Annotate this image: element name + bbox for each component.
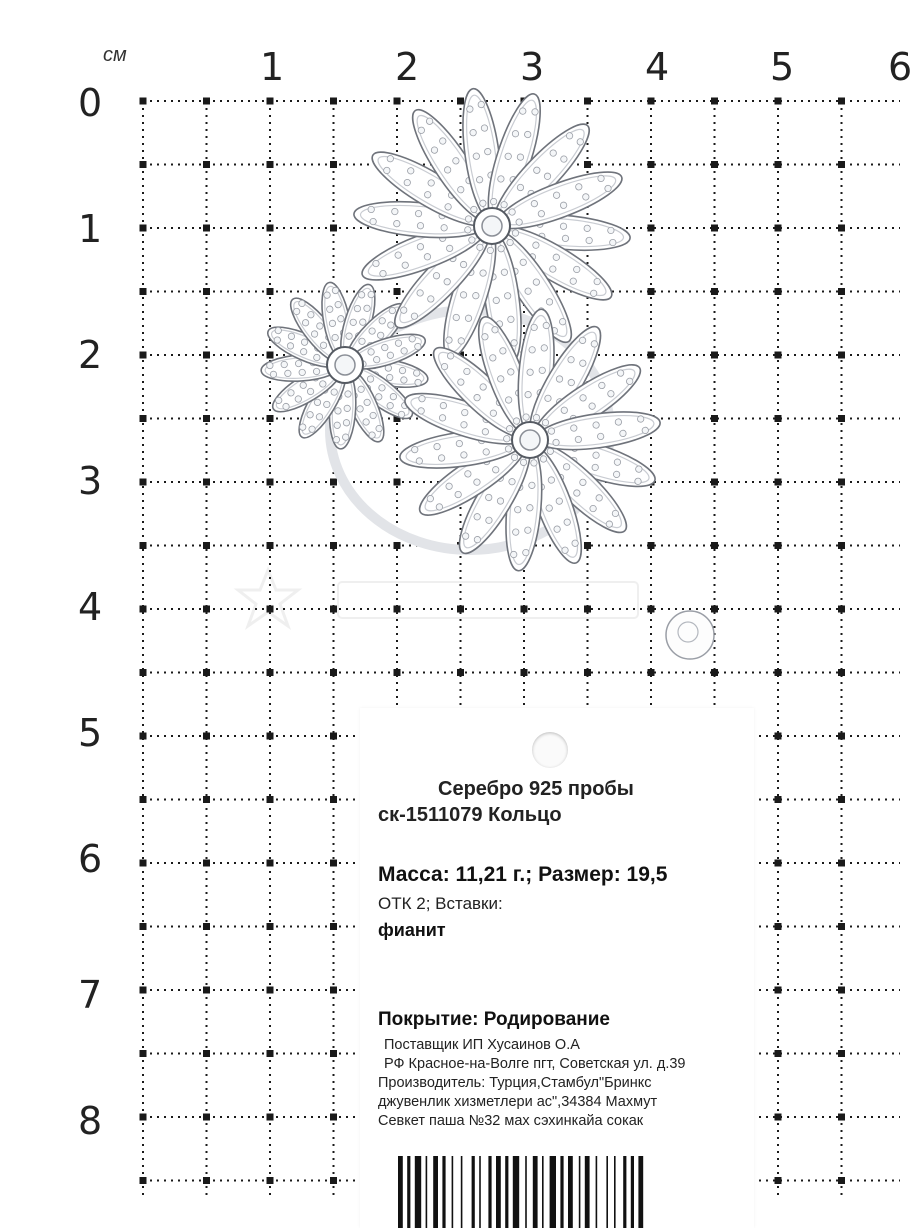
grid-marker: [584, 669, 591, 676]
grid-marker: [203, 606, 210, 613]
grid-marker: [838, 1114, 845, 1121]
barcode-bar: [452, 1156, 454, 1228]
grid-marker: [775, 161, 782, 168]
grid-marker: [267, 352, 274, 359]
barcode-bar: [525, 1156, 527, 1228]
grid-marker: [330, 1050, 337, 1057]
grid-marker: [267, 161, 274, 168]
grid-marker: [838, 923, 845, 930]
grid-marker: [330, 542, 337, 549]
grid-marker: [584, 161, 591, 168]
barcode-bar: [398, 1156, 403, 1228]
grid-marker: [330, 923, 337, 930]
grid-marker: [838, 1177, 845, 1184]
tag-mass-size-line: Масса: 11,21 г.; Размер: 19,5: [378, 863, 668, 886]
ruler-y-tick-4: 4: [78, 585, 103, 629]
tag-supplier-line-2: РФ Красное-на-Волге пгт, Советская ул. д.39: [384, 1056, 686, 1072]
grid-marker: [140, 796, 147, 803]
grid-marker: [140, 479, 147, 486]
grid-marker: [203, 987, 210, 994]
tag-insert-line: фианит: [378, 920, 446, 940]
grid-marker: [711, 415, 718, 422]
barcode-bar: [426, 1156, 428, 1228]
grid-marker: [775, 479, 782, 486]
grid-marker: [711, 98, 718, 105]
grid-marker: [330, 1114, 337, 1121]
grid-marker: [648, 161, 655, 168]
grid-marker: [203, 923, 210, 930]
barcode-bar: [505, 1156, 508, 1228]
grid-marker: [203, 1177, 210, 1184]
grid-marker: [140, 987, 147, 994]
ruler-y-tick-1: 1: [78, 207, 103, 251]
grid-marker: [394, 288, 401, 295]
barcode-bar: [638, 1156, 643, 1228]
grid-marker: [775, 606, 782, 613]
grid-marker: [330, 161, 337, 168]
grid-marker: [140, 352, 147, 359]
grid-marker: [267, 1177, 274, 1184]
grid-marker: [140, 733, 147, 740]
grid-marker: [775, 352, 782, 359]
grid-marker: [838, 415, 845, 422]
grid-marker: [394, 669, 401, 676]
grid-marker: [203, 161, 210, 168]
grid-marker: [330, 98, 337, 105]
grid-marker: [711, 542, 718, 549]
loose-stone: [666, 611, 714, 659]
grid-marker: [838, 288, 845, 295]
grid-marker: [203, 860, 210, 867]
grid-marker: [648, 542, 655, 549]
grid-marker: [775, 796, 782, 803]
tag-supplier-line-1: Поставщик ИП Хусаинов О.А: [384, 1037, 580, 1053]
barcode-bar: [542, 1156, 544, 1228]
grid-marker: [838, 161, 845, 168]
grid-marker: [394, 98, 401, 105]
barcode-bar: [472, 1156, 475, 1228]
grid-marker: [203, 733, 210, 740]
grid-marker: [838, 1050, 845, 1057]
grid-marker: [267, 542, 274, 549]
ruler-y-tick-8: 8: [78, 1099, 103, 1143]
grid-marker: [775, 225, 782, 232]
grid-marker: [140, 415, 147, 422]
grid-marker: [838, 796, 845, 803]
barcode-bar: [631, 1156, 634, 1228]
grid-marker: [775, 733, 782, 740]
grid-marker: [203, 415, 210, 422]
grid-marker: [648, 225, 655, 232]
tag-metal-line: Серебро 925 пробы: [438, 778, 634, 800]
barcode-bar: [496, 1156, 501, 1228]
ruler-y-tick-0: 0: [78, 81, 103, 125]
barcode-bar: [433, 1156, 438, 1228]
grid-marker: [330, 479, 337, 486]
grid-marker: [838, 479, 845, 486]
grid-marker: [330, 225, 337, 232]
grid-marker: [267, 415, 274, 422]
grid-marker: [711, 225, 718, 232]
grid-marker: [330, 796, 337, 803]
grid-marker: [203, 98, 210, 105]
grid-marker: [203, 796, 210, 803]
grid-marker: [838, 987, 845, 994]
grid-marker: [838, 669, 845, 676]
grid-marker: [711, 606, 718, 613]
grid-marker: [838, 352, 845, 359]
product-tag: [360, 708, 754, 1228]
grid-marker: [140, 606, 147, 613]
grid-marker: [775, 288, 782, 295]
barcode-bar: [579, 1156, 581, 1228]
grid-marker: [648, 288, 655, 295]
grid-marker: [203, 288, 210, 295]
grid-marker: [584, 98, 591, 105]
grid-marker: [267, 288, 274, 295]
grid-marker: [711, 479, 718, 486]
grid-marker: [140, 1114, 147, 1121]
grid-marker: [648, 352, 655, 359]
grid-marker: [267, 987, 274, 994]
grid-marker: [775, 669, 782, 676]
ruler-y-tick-5: 5: [78, 711, 103, 755]
grid-marker: [203, 669, 210, 676]
grid-marker: [457, 669, 464, 676]
grid-marker: [711, 288, 718, 295]
tag-coating-line: Покрытие: Родирование: [378, 1009, 610, 1030]
grid-marker: [775, 415, 782, 422]
grid-marker: [140, 669, 147, 676]
grid-marker: [330, 987, 337, 994]
grid-marker: [775, 1114, 782, 1121]
grid-marker: [775, 542, 782, 549]
barcode-bar: [550, 1156, 556, 1228]
grid-marker: [330, 733, 337, 740]
grid-marker: [648, 669, 655, 676]
grid-marker: [775, 923, 782, 930]
grid-marker: [775, 98, 782, 105]
ruler-x-tick-3: 3: [520, 45, 545, 89]
ruler-y-tick-6: 6: [78, 837, 103, 881]
grid-marker: [838, 733, 845, 740]
ruler-unit-label: см: [103, 44, 127, 66]
ruler-x-tick-5: 5: [770, 45, 795, 89]
grid-marker: [711, 161, 718, 168]
grid-marker: [203, 225, 210, 232]
grid-marker: [267, 225, 274, 232]
grid-marker: [775, 1050, 782, 1057]
tag-otk-line: ОТК 2; Вставки:: [378, 894, 503, 913]
grid-marker: [203, 352, 210, 359]
grid-marker: [140, 860, 147, 867]
grid-marker: [838, 860, 845, 867]
barcode-bar: [415, 1156, 421, 1228]
ruler-x-tick-2: 2: [395, 45, 420, 89]
grid-marker: [203, 479, 210, 486]
grid-marker: [203, 1050, 210, 1057]
grid-marker: [140, 1177, 147, 1184]
barcode-bar: [614, 1156, 616, 1228]
barcode-bar: [442, 1156, 445, 1228]
grid-marker: [267, 1050, 274, 1057]
grid-marker: [838, 542, 845, 549]
grid-marker: [838, 225, 845, 232]
barcode-bar: [461, 1156, 463, 1228]
barcode-bar: [596, 1156, 598, 1228]
grid-marker: [330, 669, 337, 676]
barcode-bar: [479, 1156, 481, 1228]
grid-marker: [775, 860, 782, 867]
grid-marker: [140, 923, 147, 930]
tag-supplier-line-5: Севкет паша №32 мах сэхинкайа сокак: [378, 1113, 644, 1129]
ruler-x-tick-1: 1: [260, 45, 285, 89]
grid-marker: [140, 161, 147, 168]
tag-sku-line: ск-1511079 Кольцо: [378, 804, 562, 826]
grid-marker: [394, 542, 401, 549]
grid-marker: [267, 733, 274, 740]
tag-hole: [532, 732, 568, 768]
barcode-bar: [568, 1156, 573, 1228]
grid-marker: [648, 98, 655, 105]
barcode-bar: [513, 1156, 519, 1228]
grid-marker: [140, 288, 147, 295]
grid-marker: [775, 987, 782, 994]
ruler-y-tick-7: 7: [78, 973, 103, 1017]
grid-marker: [140, 225, 147, 232]
grid-marker: [711, 669, 718, 676]
grid-marker: [267, 479, 274, 486]
barcode-bar: [623, 1156, 626, 1228]
barcode-bar: [606, 1156, 608, 1228]
grid-marker: [330, 1177, 337, 1184]
grid-marker: [140, 98, 147, 105]
grid-marker: [838, 98, 845, 105]
barcode: [398, 1156, 698, 1228]
grid-marker: [775, 1177, 782, 1184]
grid-marker: [267, 1114, 274, 1121]
grid-marker: [267, 796, 274, 803]
grid-marker: [140, 542, 147, 549]
brand-watermark: [228, 560, 668, 645]
tag-supplier-line-3: Производитель: Турция,Стамбул"Бринкс: [378, 1075, 652, 1091]
grid-marker: [140, 1050, 147, 1057]
grid-marker: [267, 860, 274, 867]
barcode-bar: [560, 1156, 563, 1228]
barcode-bar: [407, 1156, 410, 1228]
grid-marker: [838, 606, 845, 613]
grid-marker: [711, 352, 718, 359]
barcode-bar: [488, 1156, 491, 1228]
grid-marker: [203, 542, 210, 549]
grid-marker: [267, 923, 274, 930]
grid-marker: [330, 860, 337, 867]
ruler-x-tick-6: 6: [888, 45, 912, 89]
grid-marker: [521, 669, 528, 676]
grid-marker: [203, 1114, 210, 1121]
ruler-x-tick-4: 4: [645, 45, 670, 89]
tag-supplier-line-4: джувенлик хизметлери ас",34384 Махмут: [378, 1094, 658, 1110]
flower-bottom: [398, 308, 663, 572]
grid-marker: [267, 98, 274, 105]
grid-marker: [584, 542, 591, 549]
barcode-bar: [585, 1156, 590, 1228]
ruler-y-tick-2: 2: [78, 333, 103, 377]
grid-marker: [394, 479, 401, 486]
grid-marker: [457, 98, 464, 105]
barcode-bar: [533, 1156, 538, 1228]
ruler-y-tick-3: 3: [78, 459, 103, 503]
grid-marker: [267, 669, 274, 676]
